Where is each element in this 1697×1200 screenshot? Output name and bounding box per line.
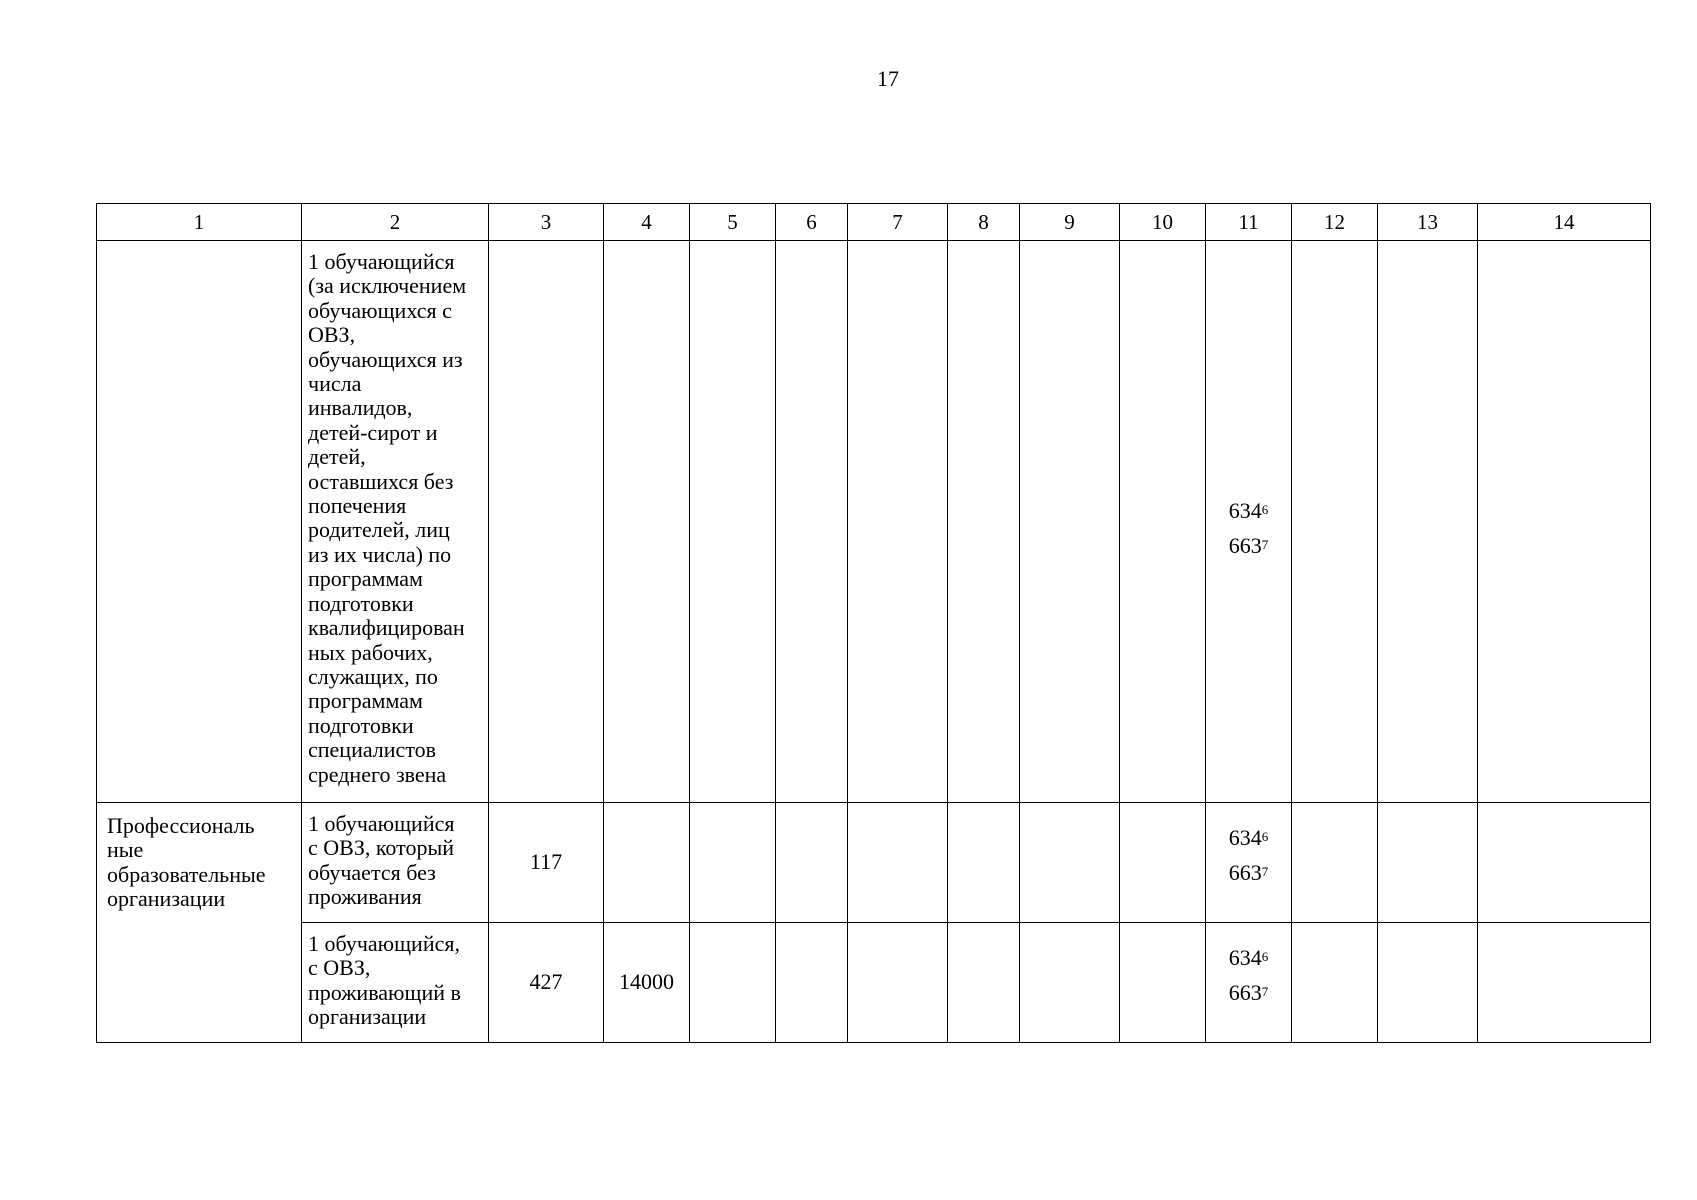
header-cell: 14 <box>1478 204 1651 241</box>
description-line: обучается без <box>308 859 436 885</box>
empty-cell <box>848 241 948 803</box>
description-line: проживания <box>308 884 422 910</box>
description-line: числа <box>308 371 362 397</box>
code-value: $663^7$ <box>1228 860 1269 885</box>
header-cell: 7 <box>848 204 948 241</box>
empty-cell <box>1478 803 1651 923</box>
empty-cell <box>776 923 848 1043</box>
description-line: 1 обучающийся <box>308 811 455 836</box>
empty-cell <box>1478 241 1651 803</box>
description-line: с ОВЗ, который <box>308 835 455 861</box>
code-value: $634^6$ <box>1228 945 1269 970</box>
empty-cell <box>1120 241 1206 803</box>
empty-cell <box>690 241 776 803</box>
cell-col11 <box>1206 923 1292 1043</box>
empty-cell <box>1378 923 1478 1043</box>
cell-col4 <box>604 241 690 803</box>
description-line: с ОВЗ, <box>308 955 371 981</box>
page-number: 17 <box>877 66 899 91</box>
description-line: обучающихся с <box>308 297 452 323</box>
table-row <box>97 241 1651 803</box>
cell-col3: 117 <box>489 803 604 923</box>
header-cell: 1 <box>97 204 302 241</box>
header-cell: 3 <box>489 204 604 241</box>
code-list <box>1229 499 1269 558</box>
description-line: из их числа) по <box>308 541 452 567</box>
empty-cell <box>1120 803 1206 923</box>
description-line: детей-сирот и <box>308 419 438 445</box>
description-line: подготовки <box>308 712 414 738</box>
description-line: программам <box>308 688 423 714</box>
header-cell: 12 <box>1292 204 1378 241</box>
empty-cell <box>776 241 848 803</box>
description-line: инвалидов, <box>308 395 413 421</box>
empty-cell <box>948 241 1020 803</box>
code-list <box>1229 826 1269 885</box>
footnote-mark: 6 <box>1261 502 1269 517</box>
description-cell <box>302 241 489 803</box>
org-line: образовательные <box>107 861 266 887</box>
description-line: специалистов <box>308 737 437 763</box>
empty-cell <box>1020 803 1120 923</box>
description-line: оставшихся без <box>308 468 454 494</box>
empty-cell <box>1292 803 1378 923</box>
description-line: обучающихся из <box>308 346 463 372</box>
cell-col4 <box>604 803 690 923</box>
description-cell <box>302 803 489 923</box>
code-value: $663^7$ <box>1228 533 1269 558</box>
footnote-mark: 6 <box>1261 949 1269 964</box>
description-line: детей, <box>308 444 366 470</box>
footnote-mark: 6 <box>1261 829 1269 844</box>
header-cell: 13 <box>1378 204 1478 241</box>
data-table <box>96 203 1651 1043</box>
empty-cell <box>1478 923 1651 1043</box>
empty-cell <box>1292 241 1378 803</box>
description-cell <box>302 923 489 1043</box>
description-line: родителей, лиц <box>308 517 450 543</box>
org-line: Профессиональ <box>107 813 255 838</box>
header-cell: 4 <box>604 204 690 241</box>
empty-cell <box>948 803 1020 923</box>
org-line: ные <box>107 837 144 863</box>
header-cell: 11 <box>1206 204 1292 241</box>
description-line: проживающий в <box>308 979 461 1005</box>
empty-cell <box>1120 923 1206 1043</box>
description-line: подготовки <box>308 590 414 616</box>
description-line: среднего звена <box>308 761 447 787</box>
cell-col11 <box>1206 803 1292 923</box>
table-row <box>97 803 1651 923</box>
cell-col3 <box>489 241 604 803</box>
empty-cell <box>1378 803 1478 923</box>
empty-cell <box>1020 241 1120 803</box>
empty-cell <box>848 923 948 1043</box>
empty-cell <box>776 803 848 923</box>
header-cell: 5 <box>690 204 776 241</box>
footnote-mark: 7 <box>1261 984 1269 999</box>
code-value: $634^6$ <box>1228 825 1269 850</box>
table-row <box>97 923 1651 1043</box>
description-line: 1 обучающийся, <box>308 931 460 956</box>
empty-cell <box>1020 923 1120 1043</box>
footnote-mark: 7 <box>1261 537 1269 552</box>
description-line: ОВЗ, <box>308 322 356 348</box>
empty-cell <box>690 923 776 1043</box>
description-line: служащих, по <box>308 663 438 689</box>
empty-cell <box>690 803 776 923</box>
empty-cell <box>848 803 948 923</box>
cell-col4: 14000 <box>604 923 690 1043</box>
description-line: (за исключением <box>308 273 467 299</box>
description-line: 1 обучающийся <box>308 249 455 274</box>
header-cell: 8 <box>948 204 1020 241</box>
table-header-row <box>97 204 1651 241</box>
description-line: программам <box>308 566 423 592</box>
header-cell: 6 <box>776 204 848 241</box>
empty-cell <box>1292 923 1378 1043</box>
header-cell: 9 <box>1020 204 1120 241</box>
code-value: $634^6$ <box>1228 498 1269 523</box>
footnote-mark: 7 <box>1261 864 1269 879</box>
org-cell <box>97 803 302 1043</box>
description-line: попечения <box>308 493 407 519</box>
org-cell <box>97 241 302 803</box>
empty-cell <box>948 923 1020 1043</box>
header-cell: 10 <box>1120 204 1206 241</box>
cell-col3: 427 <box>489 923 604 1043</box>
description-line: ных рабочих, <box>308 639 433 665</box>
description-line: квалифицирован <box>308 615 465 641</box>
cell-col11 <box>1206 241 1292 803</box>
description-line: организации <box>308 1004 427 1030</box>
empty-cell <box>1378 241 1478 803</box>
code-list <box>1229 946 1269 1005</box>
code-value: $663^7$ <box>1228 980 1269 1005</box>
header-cell: 2 <box>302 204 489 241</box>
org-line: организации <box>107 886 226 912</box>
